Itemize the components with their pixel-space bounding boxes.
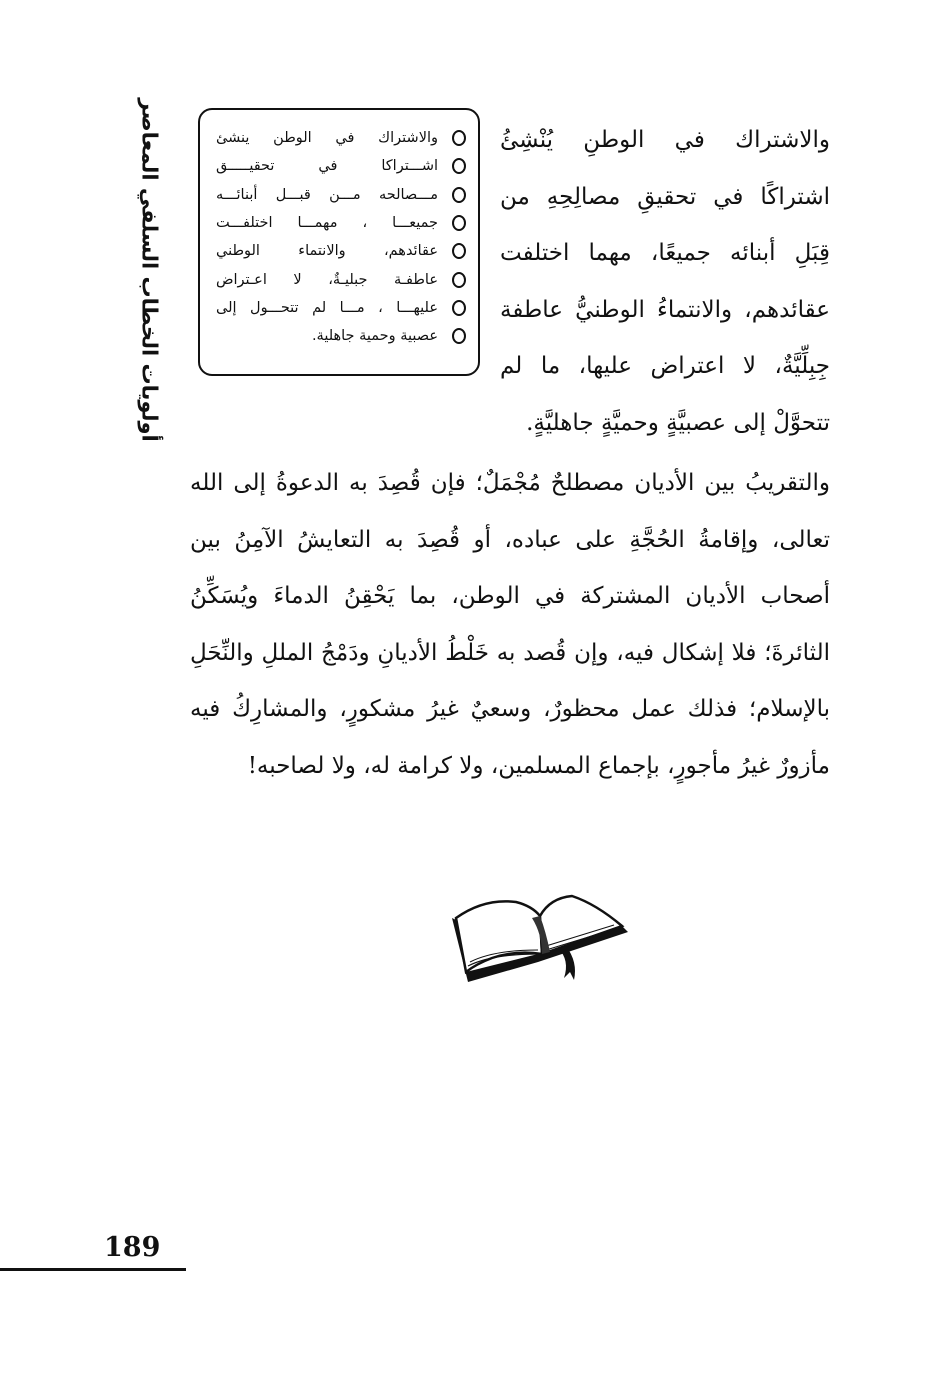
open-book-icon xyxy=(446,888,630,992)
running-header-text: أولويات الخطاب السلفي المعاصر xyxy=(138,98,163,442)
bullet-circle-icon xyxy=(452,300,466,316)
callout-line xyxy=(216,152,466,180)
bullet-circle-icon xyxy=(452,272,466,288)
main-paragraph: والتقريبُ بين الأديان مصطلحٌ مُجْمَلٌ؛ فإن قُصِدَ به الدعوةُ إلى الله تعالى، وإقامةُ الحُجَّةِ على عباده، أو قُصِدَ به التعايشُ الآمِنُ بين أصحاب الأديان المشتركة في الوطن، بما يَحْقِنُ الدماءَ ويُسَكِّنُ الثائرةَ؛ فلا إشكال فيه، وإن قُصد به خَلْطُ الأديانِ ودَمْجُ المللِ والنِّحَلِ بالإسلام؛ فذلك عمل محظورٌ، وسعيٌ غيرُ مشكورٍ، والمشارِكُ فيه مأزورٌ غيرُ مأجورٍ، بإجماع المسلمين، ولا كرامة له، ولا لصاحبه! xyxy=(190,470,830,779)
callout-line-text: عاطفـة جبليـةٌ، لا اعـتراض xyxy=(216,271,438,288)
bullet-circle-icon xyxy=(452,158,466,174)
page-number: 189 xyxy=(104,1232,161,1263)
footer-rule xyxy=(0,1268,186,1271)
bullet-circle-icon xyxy=(452,328,466,344)
bullet-circle-icon xyxy=(452,187,466,203)
bullet-circle-icon xyxy=(452,243,466,259)
callout-line-text: عقائدهم، والانتماء الوطني xyxy=(216,243,438,260)
callout-line-text: عليهـــا ، مـــا لم تتحـــول إلى xyxy=(216,299,438,316)
callout-line-text: والاشتراك في الوطن ينشئ xyxy=(216,130,438,147)
side-paragraph: والاشتراك في الوطنِ يُنْشِئُ اشتراكًا في تحقيقِ مصالِحِهِ من قِبَلِ أبنائه جميعًا، مهما اختلفت عقائدهم، والانتماءُ الوطنيُّ عاطفة جِبِلِّيَّةٌ، لا اعتراض عليها، ما لم تتحوَّلْ إلى عصبيَّةٍ وحميَّةٍ جاهليَّةٍ. xyxy=(500,127,830,436)
callout-line xyxy=(216,181,466,209)
callout-line-text: مـــصالحه مـــن قبـــل أبنائـــه xyxy=(216,186,438,203)
callout-line xyxy=(216,294,466,322)
callout-line-text: جميعـــا ، مهمـــا اختلفـــت xyxy=(216,215,438,232)
callout-line xyxy=(216,124,466,152)
callout-line xyxy=(216,209,466,237)
callout-line xyxy=(216,237,466,265)
callout-line xyxy=(216,322,466,350)
callout-line-text: عصبية وحمية جاهلية. xyxy=(311,328,438,345)
callout-box xyxy=(198,108,480,376)
bullet-circle-icon xyxy=(452,215,466,231)
bullet-circle-icon xyxy=(452,130,466,146)
callout-line-text: اشـــتراكا في تحقيـــــق xyxy=(216,158,438,175)
running-header xyxy=(128,100,172,440)
callout-line xyxy=(216,265,466,293)
